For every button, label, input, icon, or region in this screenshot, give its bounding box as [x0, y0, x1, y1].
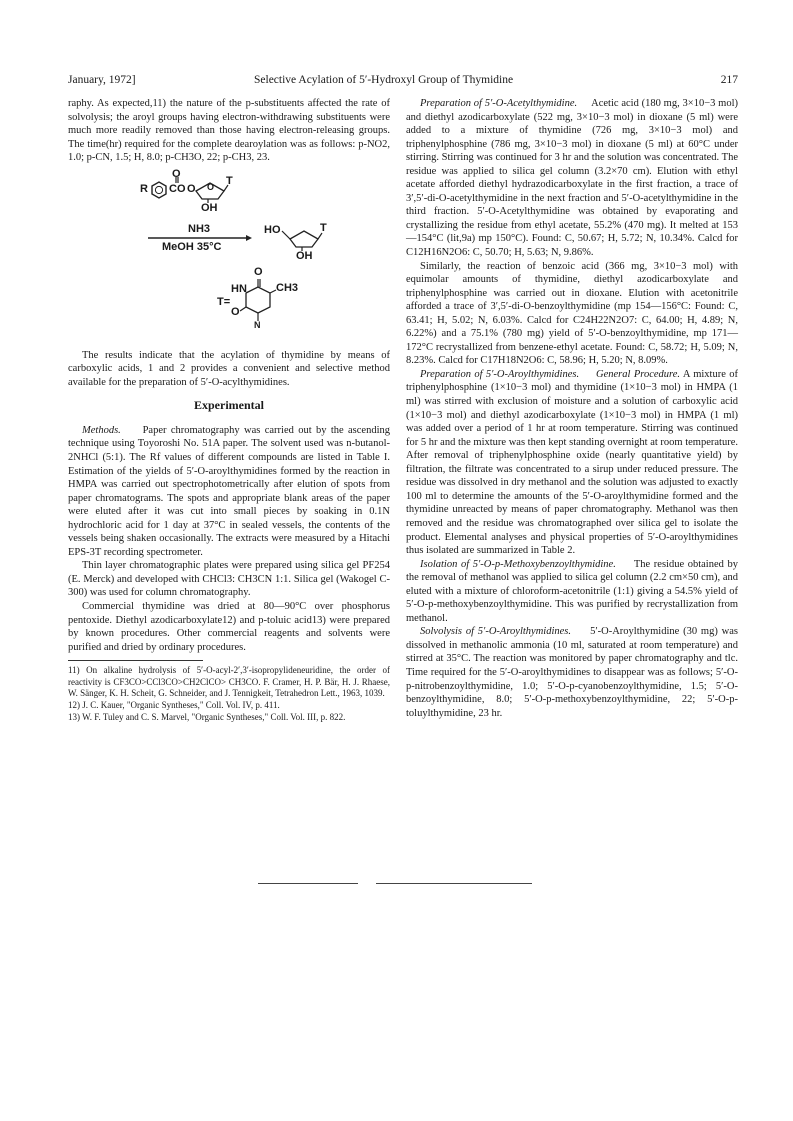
- aroyl-text: A mixture of triphenylphosphine (1×10−3 mol) and thymidine (1×10−3 mol) in HMPA (1 ml) was stirred with exclusion of moisture and a solution of carboxylic acid (1×10−3 mol) and diethyl azodicarboxylate (1×10−3 mol) in HMPA (1 ml) was added over a period of 1 hr at room temperature. Stirring was continued for 5 hr and the mixture was then kept standing overnight at room temperature. After removal of triphenylphosphine oxide (nearly quantitative yield) by filtration, the filtrate was concentrated to a sirup under reduced pressure. The residue was dissolved in dry methanol and the solution was adjusted to exactly 100 ml to determine the amounts of the 5′-O-aroylthymidine formed and the thymidine unreacted by means of paper chromatography. Methanol was then removed and the residue was chromatographed over silica gel to isolate the product. Elemental analyses and physical properties of 5′-O-aroylthymidines thus isolated are summarized in Table 2.: [406, 368, 738, 557]
- running-header: [68, 74, 738, 90]
- scheme-drawing: [68, 169, 390, 343]
- sugar-ring-2: [290, 231, 318, 247]
- thymine-ring: [246, 287, 270, 313]
- results-paragraph: The results indicate that the acylation of thymidine by means of carboxylic acids, 1 and 2 provides a convenient and selective method available for the preparation of 5′-O-acylthymidines.: [68, 349, 390, 388]
- tlc-paragraph: Thin layer chromatographic plates were prepared using silica gel PF254 (E. Merck) and developed with CHCl3: CH3CN 1:1. Silica gel (Wakogel C-300) was used for column chromatography.: [68, 560, 390, 599]
- hydroxyl-1: OH: [201, 201, 218, 214]
- reagent-ammonia: NH3: [188, 222, 211, 235]
- thymine-o4: O: [254, 265, 263, 278]
- commercial-paragraph: Commercial thymidine was dried at 80—90°C over phosphorus pentoxide. Diethyl azodicarboxylate12) and p-toluic acid13) were prepared by known procedures. Other commercial reagents and solvents were purified and dried by ordinary procedures.: [68, 601, 390, 653]
- ho-bond: [282, 231, 290, 239]
- footnote-11: 11) On alkaline hydrolysis of 5′-O-acyl-2′,3′-isopropylideneuridine, the order of reactivity is CF3CO>CCl3CO>CH2ClCO> CH3CO. F. Cramer, H. P. Bär, H. J. Rhaese, W. Sänger, K. H. Scheit, G. Schneider, and J. Tennigkeit, Tetrahedron Lett., 1963, 1039.: [68, 665, 390, 699]
- r-substituent: R: [140, 182, 148, 195]
- end-rule-long: [376, 883, 532, 884]
- intro-paragraph: raphy. As expected,11) the nature of the p-substituents affected the rate of solvolysis; the aroyl groups having electron-withdrawing substituents were much more readily removed than those having electron-releasing groups. The time(hr) required for the complete dearoylation was as follows: p-NO2, 1.0; p-CN, 1.5; H, 8.0; p-CH3O, 22; p-CH3, 23.: [68, 98, 390, 164]
- aromatic-circle: [155, 186, 162, 193]
- experimental-heading: Experimental: [194, 398, 264, 413]
- solvolysis-runin: Solvolysis of 5′-O-Aroylthymidines.: [420, 626, 571, 638]
- acetyl-text: Acetic acid (180 mg, 3×10−3 mol) and diethyl azodicarboxylate (522 mg, 3×10−3 mol) in dioxane (5 ml) were added to a mixture of thymidine (726 mg, 3×10−3 mol) and triphenylphosphine (786 mg, 3×10−3 mol) in dioxane (5 ml) at 60°C under stirring. Stirring was continued for 3 hr and the solution was concentrated. The residue was applied to silica gel column (3.2×70 cm). Elution with ethyl acetate afforded diethyl hydrazodicarboxylate in the first fraction, a trace of 3′,5′-di-O-acetylthymidine in the next fraction and 5′-O-acetylthymidine in the third fraction. 5′-O-Acetylthymidine was obtained by evaporating and crystallizing the residue from ethyl acetate, 55.2% (470 mg). It melted at 153—154°C (lit,9a) mp 150°C). Found: C, 50.67; H, 5.72; N, 10.34%. Calcd for C12H16N2O6: C, 50.70; H, 5.63; N, 9.86%.: [406, 98, 739, 259]
- ring-oxygen-1: O: [207, 181, 215, 192]
- right-column: [406, 97, 738, 720]
- aroyl-runin: Preparation of 5′-O-Aroylthymidines.: [420, 368, 580, 380]
- base-t-2: T: [320, 221, 327, 234]
- acyl-label: CO: [169, 182, 186, 195]
- thymine-hn: HN: [231, 282, 247, 295]
- end-rule-short: [258, 883, 358, 884]
- arrow-head: [246, 235, 252, 241]
- thymine-n1: N: [254, 319, 261, 330]
- acetyl-runin: Preparation of 5′-O-Acetylthymidine.: [420, 98, 578, 109]
- thymine-definition: T=: [217, 295, 231, 308]
- methods-text: Paper chromatography was carried out by the ascending technique using Toyoroshi No. 51A paper. The solvent used was n-butanol-2NHCl (5:1). The Rf values of different compounds are listed in Table I. Estimation of the yields of 5′-O-aroylthymidines formed by the reaction in HMPA was carried out spectrophotometrically after elution of spots from paper chromatograms. The spots and appropriate blank areas of the paper were eluted after it was cut into small pieces by soaking in 0.1N hydrochloric acid for 1 day at 37°C in sealed vessels, the contents of the vessels being shaken occasionally. The extracts were measured by a Hitachi EPS-3T recording spectrometer.: [68, 424, 391, 558]
- reagent-conditions: MeOH 35°C: [162, 240, 222, 253]
- benzene-ring: [152, 182, 166, 198]
- isolation-text: The residue obtained by the removal of methanol was applied to silica gel column (2.2 cm×50 cm), and eluted with a mixture of chloroform-acetonitrile (1:1) giving a 54.5% yield of 5′-O-p-methoxybenzoylthymidine. This was purified by recrystallization from methanol.: [406, 558, 738, 624]
- reaction-scheme: [68, 169, 390, 343]
- methods-runin: Methods.: [82, 424, 121, 436]
- isolation-runin: Isolation of 5′-O-p-Methoxybenzoylthymidine.: [420, 558, 616, 570]
- aroyl-runin-general: General Procedure.: [596, 368, 680, 380]
- thymine-methyl: CH3: [276, 281, 299, 294]
- footnote-rule: [68, 660, 203, 661]
- header-date: January, 1972]: [68, 74, 136, 86]
- carbonyl-oxygen: O: [172, 167, 181, 180]
- hydroxyl-2: OH: [296, 249, 313, 262]
- product-hydroxyl: HO: [264, 223, 281, 236]
- header-title: Selective Acylation of 5′-Hydroxyl Group of Thymidine: [254, 74, 514, 86]
- page-number: 217: [720, 74, 738, 86]
- footnote-13: 13) W. F. Tuley and C. S. Marvel, "Organic Syntheses," Coll. Vol. III, p. 822.: [68, 711, 346, 722]
- c2-carbonyl-bond: [240, 307, 246, 311]
- left-column: [68, 97, 390, 723]
- footnote-12: 12) J. C. Kauer, "Organic Syntheses," Coll. Vol. IV, p. 411.: [68, 700, 280, 710]
- ester-oxygen: O: [187, 182, 196, 195]
- thymine-o2: O: [231, 305, 240, 318]
- solvolysis-text: 5′-O-Aroylthymidine (30 mg) was dissolved in methanolic ammonia (10 ml, saturated at room temperature) and stirred at 35°C. The reaction was monitored by paper chromatography and tlc. Time required for the 5′-O-aroylthymidines to disappear was as follows; 5′-O-p-nitrobenzoylthymidine, 1.0; 5′-O-p-cyanobenzoylthymidine, 1.5; 5′-O-benzoylthymidine, 8.0; 5′-O-p-methoxybenzoylthymidine, 22; 5′-O-p-toluylthymidine, 23 hr.: [406, 626, 738, 719]
- base-t-1: T: [226, 174, 233, 187]
- benzoic-paragraph: Similarly, the reaction of benzoic acid (366 mg, 3×10−3 mol) with equimolar amounts of thymidine, diethyl azodicarboxylate and triphenylphosphine was carried out in dioxane. Elution with acetonitrile afforded a trace of 3′,5′-di-O-benzoylthymidine (mp 154—156°C: Found: C, 63.41; H, 5.02; N, 6.03%. Calcd for C24H22N2O7: C, 64.00; H, 4.89; N, 6.22%) and a 75.1% (780 mg) yield of 5′-O-benzoylthymidine, mp 171—172°C recrystallized from benzene-ethyl acetate. Found: C, 58.72; H, 5.09; N, 8.23%. Calcd for C17H18N2O6: C, 58.96; H, 5.20; N, 8.09%.: [406, 260, 738, 367]
